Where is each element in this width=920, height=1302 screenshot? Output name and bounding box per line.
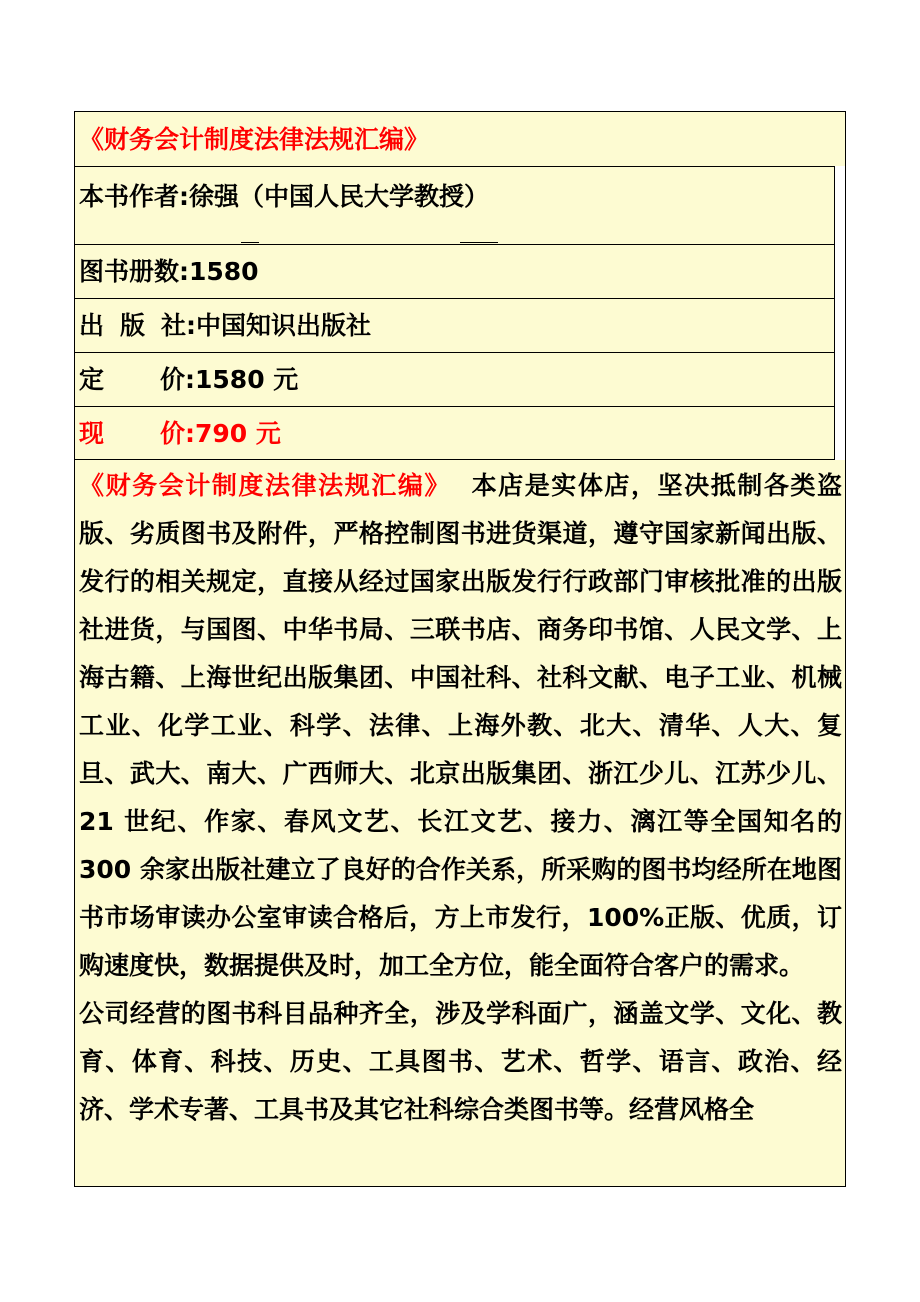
publisher-row <box>74 298 835 352</box>
description-text-1: 本店是实体店，坚决抵制各类盗版、劣质图书及附件，严格控制图书进货渠道，遵守国家新闻出版、发行的相关规定，直接从经过国家出版发行行政部门审核批准的出版社进货，与国图、中华书局、三联书店、商务印书馆、人民文学、上海古籍、上海世纪出版集团、中国社科、社科文献、电子工业、机械工业、化学工业、科学、法律、上海外教、北大、清华、人大、复旦、武大、南大、广西师大、北京出版集团、浙江少儿、江苏少儿、21 世纪、作家、春风文艺、长江文艺、接力、漓江等全国知名的 300 余家出版社建立了良好的合作关系，所采购的图书均经所在地图书市场审读办公室审读合格后，方上市发行，100%正版、优质，订购速度快，数据提供及时，加工全方位，能全面符合客户的需求。 <box>79 471 842 980</box>
description-block <box>74 459 846 1187</box>
publisher-label-char-3: 社: <box>161 311 197 340</box>
list-price-label-char-1: 定 <box>79 365 105 394</box>
underline-mark <box>241 242 259 243</box>
book-title-row <box>74 111 846 166</box>
list-price-label-char-2: 价: <box>160 365 196 394</box>
author-label: 本书作者: <box>79 182 189 211</box>
volumes-row <box>74 244 835 298</box>
current-price-label-char-2: 价: <box>160 419 196 448</box>
author-value: 徐强（中国人民大学教授） <box>189 182 490 211</box>
table-edge-gap <box>835 166 846 460</box>
volumes-value: 1580 <box>189 257 259 286</box>
underline-mark <box>460 242 498 243</box>
current-price-value: 790 元 <box>195 419 281 448</box>
publisher-label-char-1: 出 <box>79 311 105 340</box>
book-title: 《财务会计制度法律法规汇编》 <box>79 125 430 154</box>
description-text-2: 公司经营的图书科目品种齐全，涉及学科面广，涵盖文学、文化、教育、体育、科技、历史、工具图书、艺术、哲学、语言、政治、经济、学术专著、工具书及其它社科综合类图书等。经营风格全 <box>79 999 842 1124</box>
description-title-ref: 《财务会计制度法律法规汇编》 <box>79 471 451 500</box>
author-row <box>74 166 835 244</box>
publisher-value: 中国知识出版社 <box>196 311 372 340</box>
publisher-label-char-2: 版 <box>120 311 146 340</box>
book-info-document <box>74 111 846 1187</box>
current-price-label-char-1: 现 <box>79 419 105 448</box>
current-price-row <box>74 406 835 459</box>
description-paragraph <box>79 990 842 1134</box>
list-price-row <box>74 352 835 406</box>
list-price-value: 1580 元 <box>195 365 299 394</box>
volumes-label: 图书册数: <box>79 257 189 286</box>
description-paragraph <box>79 462 842 990</box>
